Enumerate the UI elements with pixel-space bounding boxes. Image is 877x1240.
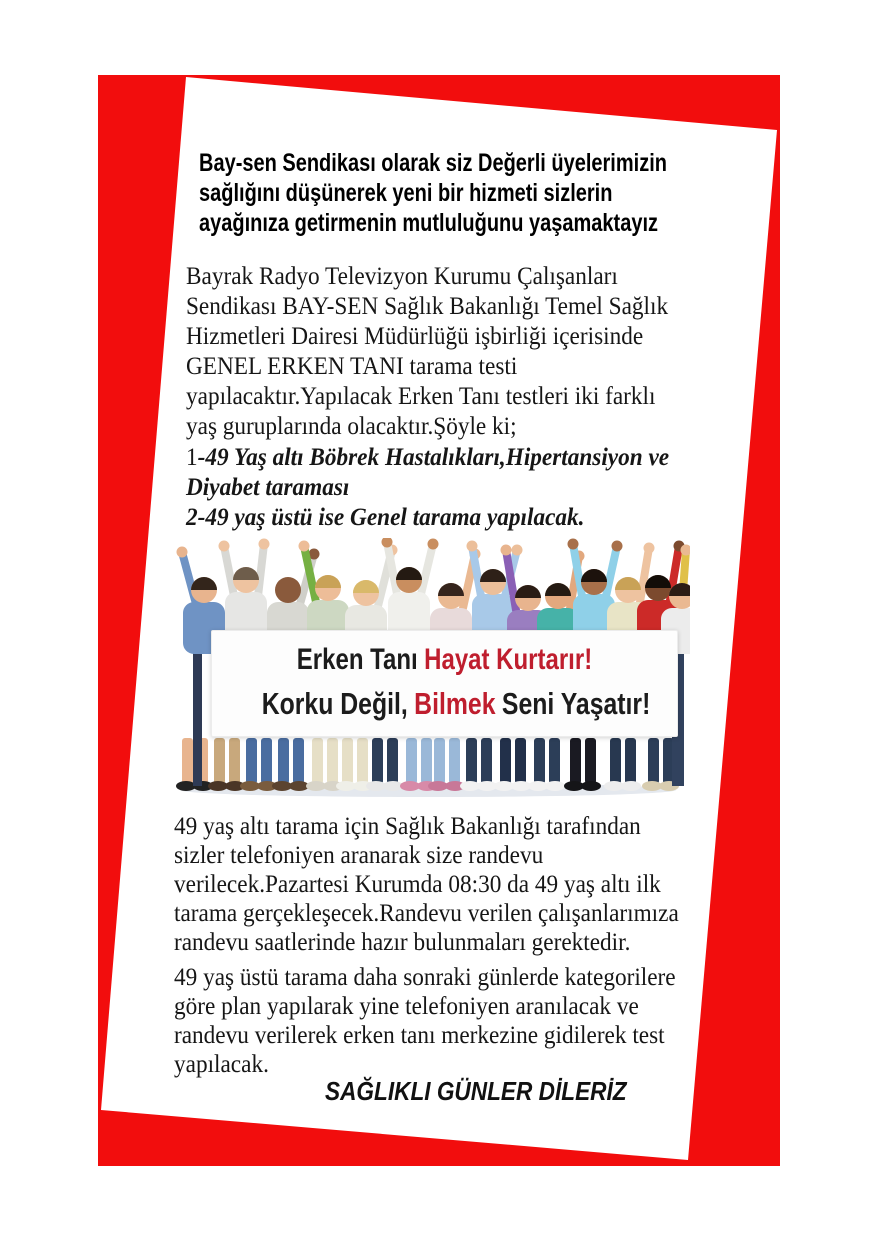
closing-wish: SAĞLIKLI GÜNLER DİLERİZ: [325, 1076, 627, 1106]
over49-line: göre plan yapılarak yine telefoniyen aranılacak ve: [174, 993, 639, 1020]
intro-line: GENEL ERKEN TANI tarama testi: [186, 353, 518, 380]
intro-line: Bayrak Radyo Televizyon Kurumu Çalışanları: [186, 263, 618, 290]
header-line-3: ayağınıza getirmenin mutluluğunu yaşamaktayız: [199, 209, 659, 237]
intro-line: Sendikası BAY-SEN Sağlık Bakanlığı Temel Sağlık: [186, 293, 669, 320]
under49-line: 49 yaş altı tarama için Sağlık Bakanlığı tarafından: [174, 813, 641, 840]
intro-paragraph: [186, 262, 668, 442]
over49-line: yapılacak.: [174, 1051, 269, 1078]
header-line-2: sağlığını düşünerek yeni bir hizmeti sizlerin: [199, 179, 613, 207]
banner: [211, 630, 678, 737]
intro-line: yapılacaktır.Yapılacak Erken Tanı testleri iki farklı: [186, 383, 656, 410]
intro-line: yaş guruplarında olacaktır.Şöyle ki;: [186, 413, 517, 440]
list-line-2: Diyabet taraması: [186, 474, 350, 501]
list-number: 1: [186, 444, 198, 471]
crowd-photo: [166, 538, 690, 810]
over49-paragraph: [174, 963, 676, 1079]
banner-line-1: Erken Tanı Hayat Kurtarır!: [296, 643, 593, 676]
list-line-3: 2-49 yaş üstü ise Genel tarama yapılacak.: [186, 504, 585, 531]
header-statement: [199, 148, 667, 238]
under49-line: tarama gerçekleşecek.Randevu verilen çalışanlarımıza: [174, 900, 679, 927]
over49-line: randevu verilerek erken tanı merkezine gidilerek test: [174, 1022, 665, 1049]
over49-line: 49 yaş üstü tarama daha sonraki günlerde kategorilere: [174, 964, 676, 991]
under49-line: sizler telefoniyen aranarak size randevu: [174, 842, 544, 869]
header-line-1: Bay-sen Sendikası olarak siz Değerli üyelerimizin: [199, 149, 667, 177]
under49-line: randevu saatlerinde hazır bulunmaları gerektedir.: [174, 929, 631, 956]
intro-line: Hizmetleri Dairesi Müdürlüğü işbirliği içerisinde: [186, 323, 644, 350]
banner-line-2: Korku Değil, Bilmek Seni Yaşatır!: [261, 686, 651, 721]
screening-list: [186, 443, 669, 533]
under49-line: verilecek.Pazartesi Kurumda 08:30 da 49 yaş altı ilk: [174, 871, 661, 898]
list-line-1: 1-49 Yaş altı Böbrek Hastalıkları,Hipertansiyon ve: [186, 444, 670, 471]
under49-paragraph: [174, 812, 679, 957]
